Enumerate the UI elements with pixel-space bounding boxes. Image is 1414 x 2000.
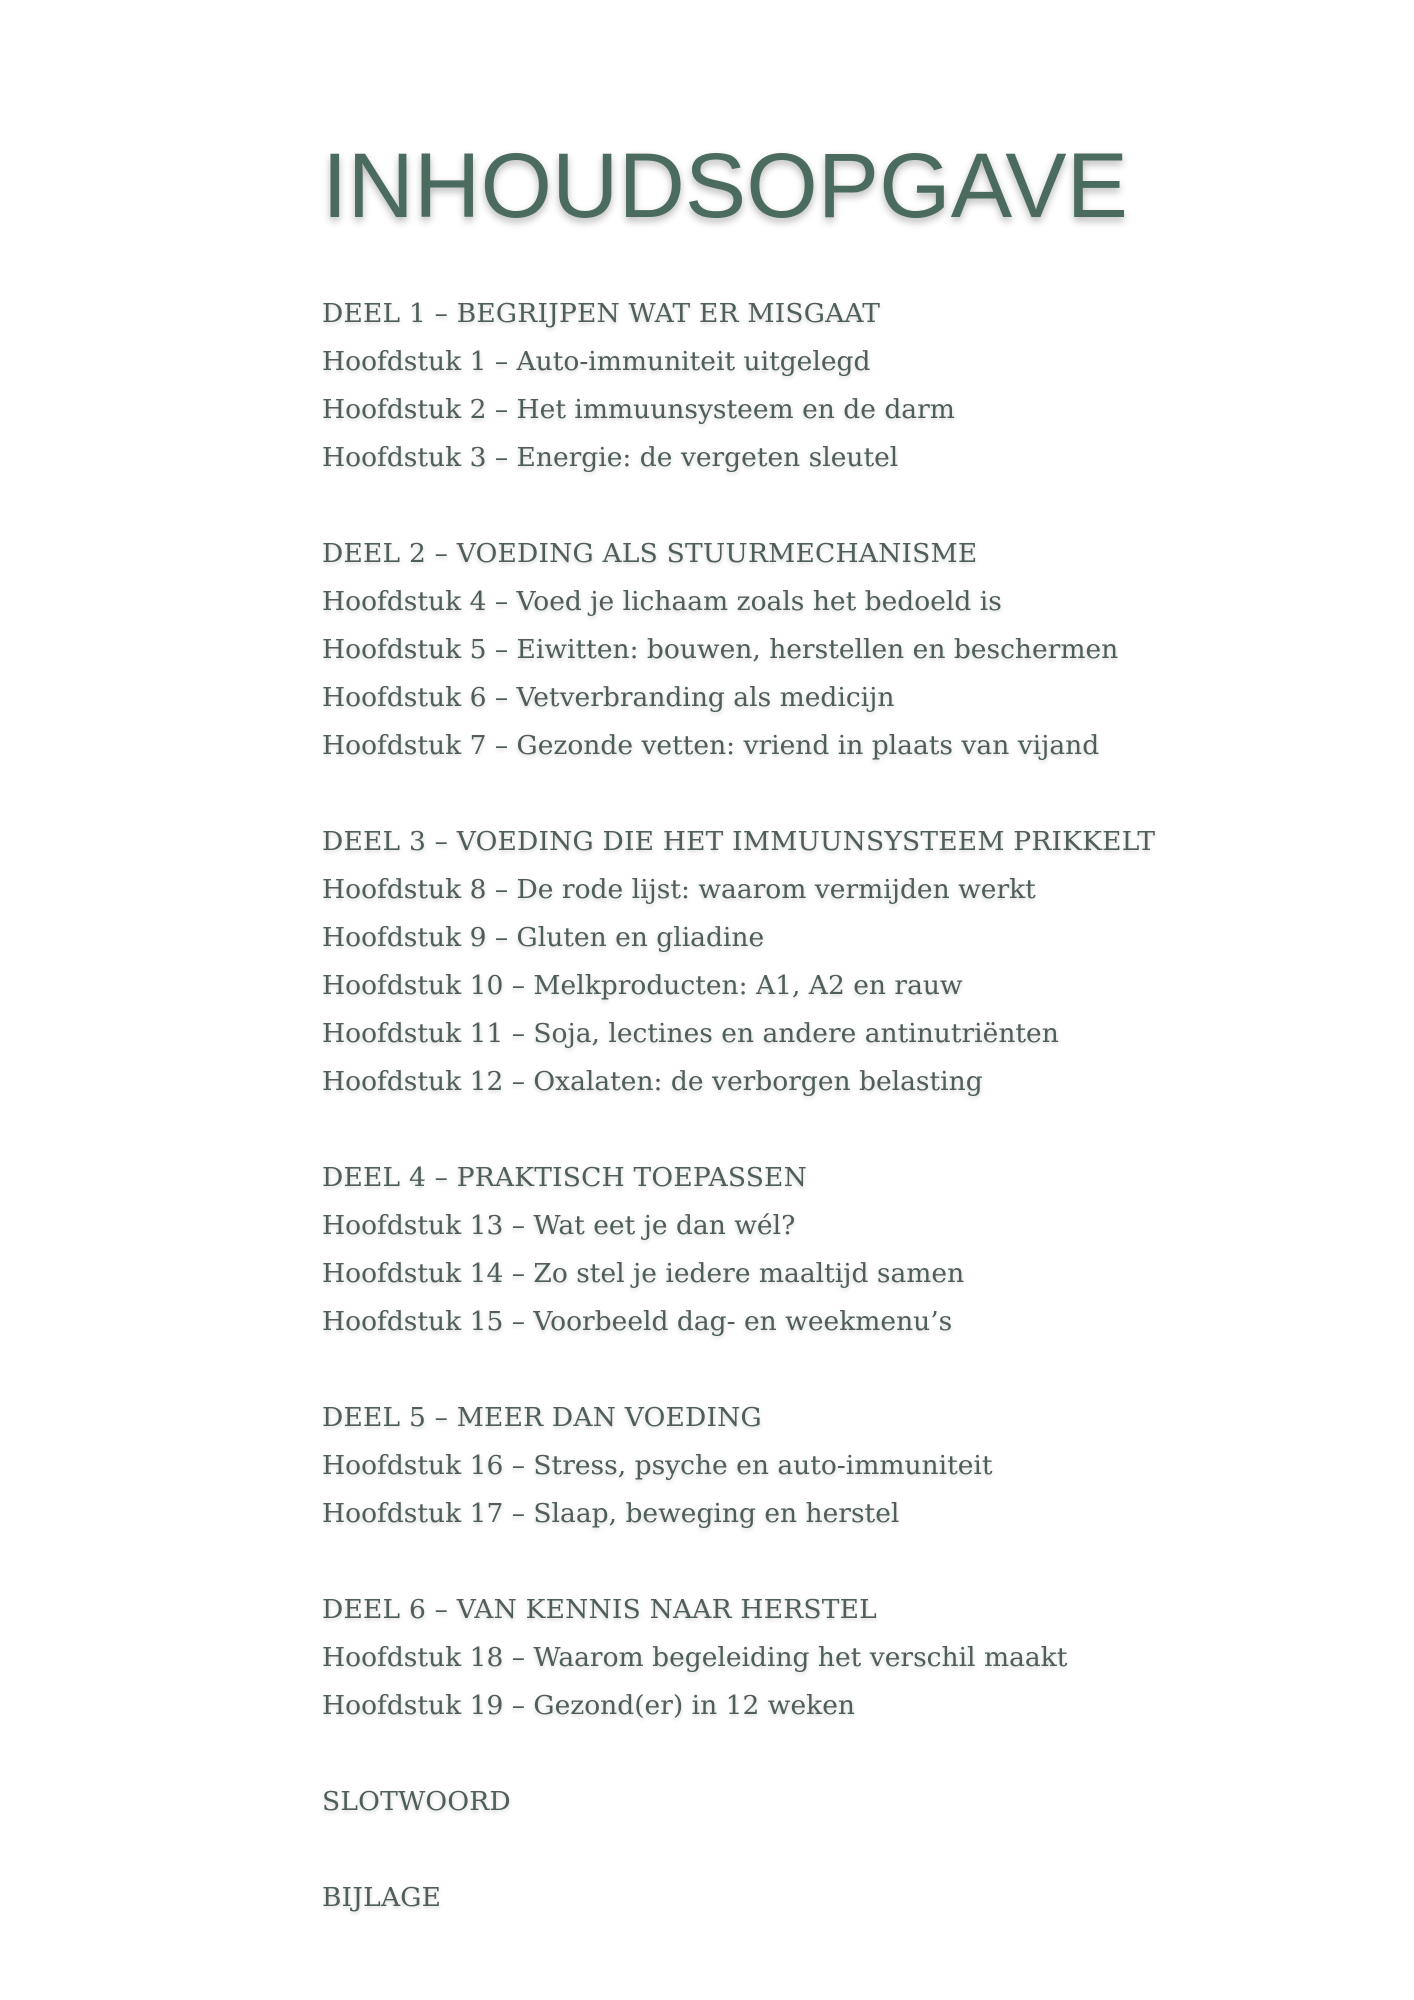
part-heading: DEEL 2 – VOEDING ALS STUURMECHANISME (322, 538, 978, 569)
slotwoord-section (322, 1778, 1372, 1826)
table-of-contents (322, 290, 1372, 1970)
chapter-item: Hoofdstuk 10 – Melkproducten: A1, A2 en rauw (322, 970, 963, 1001)
chapter-item: Hoofdstuk 6 – Vetverbranding als medicijn (322, 682, 895, 713)
part-2 (322, 530, 1372, 770)
bijlage-heading: BIJLAGE (322, 1882, 442, 1913)
part-3 (322, 818, 1372, 1106)
chapter-item: Hoofdstuk 9 – Gluten en gliadine (322, 922, 765, 953)
part-heading: DEEL 1 – BEGRIJPEN WAT ER MISGAAT (322, 298, 881, 329)
bijlage-section (322, 1874, 1372, 1922)
chapter-item: Hoofdstuk 7 – Gezonde vetten: vriend in plaats van vijand (322, 730, 1100, 761)
chapter-item: Hoofdstuk 11 – Soja, lectines en andere antinutriënten (322, 1018, 1059, 1049)
page-title: INHOUDSOPGAVE (322, 135, 1128, 237)
part-6 (322, 1586, 1372, 1730)
chapter-item: Hoofdstuk 2 – Het immuunsysteem en de darm (322, 394, 955, 425)
part-heading: DEEL 3 – VOEDING DIE HET IMMUUNSYSTEEM PRIKKELT (322, 826, 1156, 857)
part-heading: DEEL 5 – MEER DAN VOEDING (322, 1402, 762, 1433)
chapter-item: Hoofdstuk 18 – Waarom begeleiding het verschil maakt (322, 1642, 1068, 1673)
chapter-item: Hoofdstuk 19 – Gezond(er) in 12 weken (322, 1690, 855, 1721)
part-5 (322, 1394, 1372, 1538)
chapter-item: Hoofdstuk 12 – Oxalaten: de verborgen belasting (322, 1066, 983, 1097)
part-heading: DEEL 6 – VAN KENNIS NAAR HERSTEL (322, 1594, 877, 1625)
slotwoord-heading: SLOTWOORD (322, 1786, 511, 1817)
chapter-item: Hoofdstuk 13 – Wat eet je dan wél? (322, 1210, 796, 1241)
chapter-item: Hoofdstuk 1 – Auto-immuniteit uitgelegd (322, 346, 871, 377)
part-heading: DEEL 4 – PRAKTISCH TOEPASSEN (322, 1162, 807, 1193)
part-4 (322, 1154, 1372, 1346)
chapter-item: Hoofdstuk 15 – Voorbeeld dag- en weekmenu’s (322, 1306, 953, 1337)
part-1 (322, 290, 1372, 482)
chapter-item: Hoofdstuk 16 – Stress, psyche en auto-immuniteit (322, 1450, 993, 1481)
chapter-item: Hoofdstuk 17 – Slaap, beweging en herstel (322, 1498, 900, 1529)
chapter-item: Hoofdstuk 8 – De rode lijst: waarom vermijden werkt (322, 874, 1036, 905)
chapter-item: Hoofdstuk 4 – Voed je lichaam zoals het bedoeld is (322, 586, 1002, 617)
chapter-item: Hoofdstuk 14 – Zo stel je iedere maaltijd samen (322, 1258, 965, 1289)
chapter-item: Hoofdstuk 3 – Energie: de vergeten sleutel (322, 442, 899, 473)
chapter-item: Hoofdstuk 5 – Eiwitten: bouwen, herstellen en beschermen (322, 634, 1119, 665)
